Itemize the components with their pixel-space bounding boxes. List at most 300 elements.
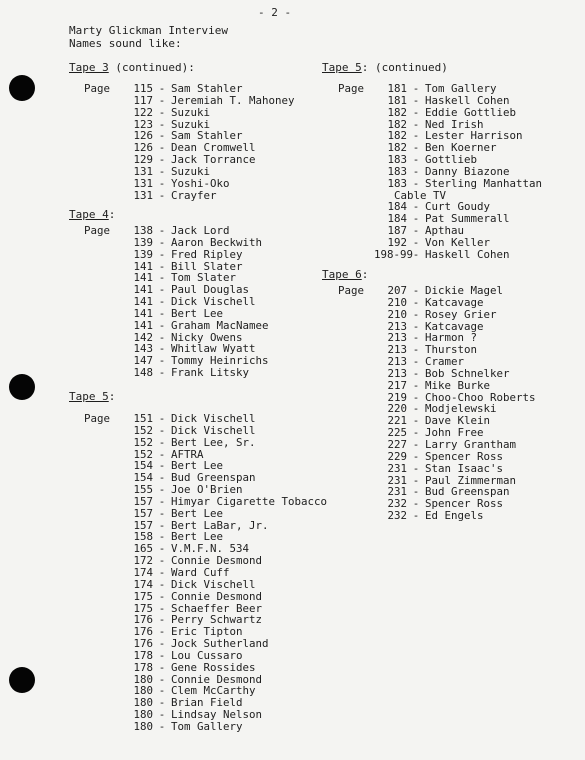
- entry-dash: -: [158, 93, 166, 107]
- entry-name: Whitlaw Wyatt: [171, 342, 256, 356]
- list-item: [84, 662, 327, 674]
- entry-name: Eric Tipton: [171, 625, 243, 639]
- entry-name: Frank Litsky: [171, 366, 250, 380]
- entry-dash: -: [412, 461, 420, 475]
- entry-name: Dave Klein: [425, 414, 491, 428]
- entry-name: Paul Zimmerman: [425, 473, 517, 487]
- entry-page-number: 115: [133, 82, 153, 95]
- list-item: [84, 190, 295, 202]
- entry-dash: -: [158, 719, 166, 733]
- entry-page-number: 158: [133, 530, 153, 544]
- entry-page-label: [338, 475, 374, 487]
- entry-name: Spencer Ross: [425, 449, 504, 463]
- heading-rest: :: [108, 208, 116, 221]
- entry-page-label: [338, 380, 374, 392]
- entry-page-number: 178: [133, 648, 153, 662]
- entry-dash: -: [158, 129, 166, 143]
- entry-dash: -: [412, 153, 420, 167]
- entry-page-number: 178: [133, 660, 153, 674]
- entry-page-number: 210: [387, 307, 407, 321]
- list-item: [338, 95, 542, 107]
- entry-name: Gottlieb: [425, 153, 478, 167]
- entry-page-number: 180: [133, 708, 153, 722]
- entry-page-label: [84, 614, 120, 626]
- entry-name: Jack Lord: [171, 224, 230, 237]
- entry-page-label: [84, 662, 120, 674]
- list-item: [84, 237, 269, 249]
- entry-page-label: [338, 439, 374, 451]
- entry-page-label: [338, 130, 374, 142]
- entry-page-label: [338, 225, 374, 237]
- entry-page-label: [338, 237, 374, 249]
- entry-dash: -: [412, 307, 420, 321]
- entry-name: Perry Schwartz: [171, 613, 263, 627]
- entry-page-number: 131: [133, 188, 153, 202]
- entry-name: Sam Stahler: [171, 129, 243, 143]
- entry-name: Harmon ?: [425, 331, 478, 345]
- entry-page-number: 192: [387, 235, 407, 249]
- entry-dash: -: [412, 485, 420, 499]
- entry-page-number: 231: [387, 473, 407, 487]
- entry-dash: -: [158, 141, 166, 155]
- entry-dash: -: [158, 435, 166, 449]
- entry-name: Joe O'Brien: [171, 483, 243, 497]
- entry-name: Haskell Cohen: [425, 93, 510, 107]
- list-item: [338, 368, 536, 380]
- entry-page-number: 157: [133, 506, 153, 520]
- entry-dash: -: [412, 129, 420, 143]
- list-item: [338, 451, 536, 463]
- entry-page-label: [84, 308, 120, 320]
- entry-page-number: 229: [387, 449, 407, 463]
- entry-page-label: [84, 638, 120, 650]
- list-item: [84, 496, 327, 508]
- entry-name: Dick Vischell: [171, 423, 256, 437]
- entry-name: AFTRA: [171, 447, 204, 461]
- entry-page-number: 117: [133, 93, 153, 107]
- document-subtitle: Names sound like:: [69, 37, 182, 50]
- entry-page-number: 180: [133, 719, 153, 733]
- list-item: [84, 650, 327, 662]
- entry-name: Larry Grantham: [425, 437, 517, 451]
- entry-name: Paul Douglas: [171, 283, 250, 297]
- entry-name: Dean Cromwell: [171, 141, 256, 155]
- entry-page-label: [84, 142, 120, 154]
- list-item: [84, 437, 327, 449]
- heading-tape-label: Tape 3: [69, 61, 109, 74]
- entry-dash: -: [158, 660, 166, 674]
- entry-page-label: [84, 591, 120, 603]
- entry-name: Dick Vischell: [171, 295, 256, 309]
- entry-name: Tom Gallery: [171, 719, 243, 733]
- entry-page-number: 232: [387, 497, 407, 511]
- entry-page-number: 129: [133, 153, 153, 167]
- list-item: [84, 308, 269, 320]
- entry-page-number: 213: [387, 319, 407, 333]
- entry-page-number: 123: [133, 117, 153, 131]
- entry-page-number: 175: [133, 589, 153, 603]
- entry-page-number: 176: [133, 637, 153, 651]
- entry-name-continuation: Cable TV: [394, 188, 447, 202]
- entry-page-number: 152: [133, 435, 153, 449]
- entry-name: Bud Greenspan: [425, 485, 510, 499]
- entry-page-label: [84, 249, 120, 261]
- list-item: [338, 166, 542, 178]
- entry-dash: -: [158, 423, 166, 437]
- entry-dash: -: [158, 530, 166, 544]
- entry-name: Bert Lee: [171, 530, 224, 544]
- entry-dash: -: [158, 306, 166, 320]
- entry-page-number: 176: [133, 625, 153, 639]
- list-item: [338, 249, 542, 261]
- entry-page-number: 139: [133, 235, 153, 249]
- entry-dash: -: [412, 366, 420, 380]
- entry-dash: -: [158, 283, 166, 297]
- entry-name: Spencer Ross: [425, 497, 504, 511]
- entry-name: Pat Summerall: [425, 212, 510, 226]
- list-item: [84, 425, 327, 437]
- entry-dash: -: [412, 473, 420, 487]
- entry-page-number: 220: [387, 402, 407, 416]
- list-item: [338, 463, 536, 475]
- entry-page-label: [84, 697, 120, 709]
- entry-name: Bill Slater: [171, 259, 243, 273]
- entry-dash: -: [158, 235, 166, 249]
- entry-dash: -: [158, 483, 166, 497]
- list-item: [84, 95, 295, 107]
- list-item: [84, 166, 295, 178]
- entry-dash: -: [158, 330, 166, 344]
- entry-dash: -: [412, 82, 420, 95]
- entry-dash: -: [158, 542, 166, 556]
- heading-tape-label: Tape 5: [322, 61, 362, 74]
- entry-dash: -: [412, 235, 420, 249]
- entry-name: Bert Lee, Sr.: [171, 435, 256, 449]
- list-item: [84, 249, 269, 261]
- entry-page-number: 184: [387, 200, 407, 214]
- entry-dash: -: [158, 247, 166, 261]
- entry-page-label: [338, 107, 374, 119]
- entry-page-label: [84, 508, 120, 520]
- entry-dash: -: [158, 105, 166, 119]
- entry-dash: -: [158, 224, 166, 237]
- entry-page-label: [84, 484, 120, 496]
- entry-name: Dickie Magel: [425, 284, 504, 297]
- entry-page-label: [84, 284, 120, 296]
- heading-rest: :: [108, 390, 116, 403]
- entry-name: Tom Gallery: [425, 82, 497, 95]
- entry-page-number: 181: [387, 82, 407, 95]
- entry-page-label: [338, 178, 374, 190]
- entry-dash: -: [412, 355, 420, 369]
- entry-page-number: 143: [133, 342, 153, 356]
- entry-page-label: [84, 154, 120, 166]
- entry-name: Crayfer: [171, 188, 217, 202]
- entry-dash: -: [158, 153, 166, 167]
- name-list-tape4: [84, 225, 269, 379]
- entry-dash: -: [158, 318, 166, 332]
- entry-name: Bert LaBar, Jr.: [171, 518, 269, 532]
- entry-dash: -: [158, 637, 166, 651]
- entry-name: V.M.F.N. 534: [171, 542, 250, 556]
- entry-page-label: [84, 650, 120, 662]
- entry-name: Aaron Beckwith: [171, 235, 263, 249]
- list-item: [338, 107, 542, 119]
- entry-page-label: [84, 107, 120, 119]
- entry-page-number: 213: [387, 331, 407, 345]
- entry-dash: -: [158, 601, 166, 615]
- entry-name: Jack Torrance: [171, 153, 256, 167]
- entry-dash: -: [158, 342, 166, 356]
- entry-dash: -: [158, 354, 166, 368]
- entry-page-number: 198-99: [374, 247, 414, 261]
- entry-page-number: 182: [387, 129, 407, 143]
- entry-dash: -: [412, 141, 420, 155]
- entry-dash: -: [158, 459, 166, 473]
- heading-tape-label: Tape 5: [69, 390, 109, 403]
- entry-name: Katcavage: [425, 319, 484, 333]
- entry-page-number: 180: [133, 684, 153, 698]
- entry-page-label: [338, 498, 374, 510]
- entry-page-number: 175: [133, 601, 153, 615]
- section-heading-tape5: [69, 390, 115, 403]
- entry-page-label: [84, 296, 120, 308]
- name-list-tape3: [84, 83, 295, 201]
- entry-dash: -: [158, 613, 166, 627]
- section-heading-tape5-continued: [322, 61, 448, 74]
- entry-name: Connie Desmond: [171, 554, 263, 568]
- entry-page-label: [84, 674, 120, 686]
- entry-name: Lester Harrison: [425, 129, 523, 143]
- entry-page-label: [84, 130, 120, 142]
- entry-page-label: [84, 261, 120, 273]
- entry-page-label: [84, 603, 120, 615]
- entry-page-label: [84, 272, 120, 284]
- entry-page-label: [84, 543, 120, 555]
- name-list-tape5: [84, 413, 327, 733]
- entry-dash: -: [158, 295, 166, 309]
- entry-page-label: Page: [84, 412, 111, 425]
- entry-page-number: 139: [133, 247, 153, 261]
- entry-page-label: Page: [84, 82, 111, 95]
- entry-page-label: [84, 531, 120, 543]
- punch-hole-top: [9, 75, 35, 101]
- entry-dash: -: [412, 164, 420, 178]
- entry-page-number: 165: [133, 542, 153, 556]
- entry-name: Bert Lee: [171, 506, 224, 520]
- entry-name: Nicky Owens: [171, 330, 243, 344]
- entry-page-number: 141: [133, 318, 153, 332]
- entry-page-label: [338, 154, 374, 166]
- entry-page-number: 184: [387, 212, 407, 226]
- entry-page-number: 154: [133, 471, 153, 485]
- entry-name: Bob Schnelker: [425, 366, 510, 380]
- list-item: [338, 510, 536, 522]
- entry-page-label: [338, 392, 374, 404]
- list-item: [84, 721, 327, 733]
- entry-name: Bert Lee: [171, 306, 224, 320]
- entry-dash: -: [158, 648, 166, 662]
- entry-page-label: [84, 190, 120, 202]
- heading-rest: (continued):: [108, 61, 195, 74]
- entry-dash: -: [412, 176, 420, 190]
- entry-dash: -: [412, 212, 420, 226]
- entry-page-number: 182: [387, 117, 407, 131]
- list-item: [338, 380, 536, 392]
- entry-dash: -: [412, 378, 420, 392]
- entry-name: Katcavage: [425, 295, 484, 309]
- entry-name: Clem McCarthy: [171, 684, 256, 698]
- entry-page-number: 232: [387, 509, 407, 523]
- entry-name: Suzuki: [171, 105, 211, 119]
- entry-name: Lindsay Nelson: [171, 708, 263, 722]
- entry-page-number: 157: [133, 494, 153, 508]
- entry-page-number: 187: [387, 224, 407, 238]
- entry-page-number: 183: [387, 176, 407, 190]
- entry-dash: -: [158, 589, 166, 603]
- entry-name: Sterling Manhattan: [425, 176, 543, 190]
- entry-name: Dick Vischell: [171, 577, 256, 591]
- entry-dash: -: [158, 506, 166, 520]
- entry-page-number: 174: [133, 565, 153, 579]
- entry-name: Brian Field: [171, 696, 243, 710]
- punch-hole-bottom: [9, 667, 35, 693]
- entry-page-number: 181: [387, 93, 407, 107]
- entry-dash: -: [412, 105, 420, 119]
- entry-page-number: 141: [133, 283, 153, 297]
- entry-dash: -: [412, 390, 420, 404]
- entry-page-number: 141: [133, 271, 153, 285]
- entry-dash: -: [412, 117, 420, 131]
- name-list-tape6: [338, 285, 536, 522]
- entry-name: Haskell Cohen: [425, 247, 510, 261]
- entry-page-number: 141: [133, 306, 153, 320]
- entry-name: Gene Rossides: [171, 660, 256, 674]
- entry-page-label: Page: [84, 224, 111, 237]
- entry-name: Ed Engels: [425, 509, 484, 523]
- entry-dash: -: [412, 426, 420, 440]
- entry-page-label: [338, 344, 374, 356]
- entry-dash: -: [158, 164, 166, 178]
- entry-page-number: 131: [133, 164, 153, 178]
- entry-page-label: [338, 486, 374, 498]
- entry-page-number: 225: [387, 426, 407, 440]
- entry-page-label: [338, 451, 374, 463]
- entry-dash: -: [158, 188, 166, 202]
- entry-page-label: [84, 460, 120, 472]
- entry-page-label: [84, 95, 120, 107]
- entry-dash: -: [158, 565, 166, 579]
- entry-name: Suzuki: [171, 164, 211, 178]
- entry-name: Sam Stahler: [171, 82, 243, 95]
- entry-page-number: 126: [133, 141, 153, 155]
- entry-dash: -: [158, 117, 166, 131]
- entry-page-number: 219: [387, 390, 407, 404]
- entry-dash: -: [412, 93, 420, 107]
- entry-name: Graham MacNamee: [171, 318, 269, 332]
- entry-page-label: [84, 449, 120, 461]
- entry-page-number: 126: [133, 129, 153, 143]
- entry-name: Connie Desmond: [171, 672, 263, 686]
- entry-dash: -: [158, 696, 166, 710]
- entry-name: Tom Slater: [171, 271, 237, 285]
- entry-dash: -: [158, 471, 166, 485]
- entry-page-label: [84, 332, 120, 344]
- entry-dash: -: [158, 684, 166, 698]
- entry-page-label: [84, 520, 120, 532]
- list-item: [84, 107, 295, 119]
- entry-name: Cramer: [425, 355, 465, 369]
- section-heading-tape3: [69, 61, 195, 74]
- entry-page-number: 213: [387, 366, 407, 380]
- entry-name: Mike Burke: [425, 378, 491, 392]
- entry-name: Tommy Heinrichs: [171, 354, 269, 368]
- entry-name: Bert Lee: [171, 459, 224, 473]
- entry-page-label: [338, 415, 374, 427]
- entry-page-label: [84, 496, 120, 508]
- entry-page-label: Page: [338, 284, 365, 297]
- entry-page-number: 217: [387, 378, 407, 392]
- entry-page-label: [84, 425, 120, 437]
- entry-name: Eddie Gottlieb: [425, 105, 517, 119]
- entry-page-label: [84, 555, 120, 567]
- list-item: [338, 297, 536, 309]
- entry-page-label: [84, 472, 120, 484]
- entry-name: Connie Desmond: [171, 589, 263, 603]
- entry-name: Himyar Cigarette Tobacco: [171, 494, 328, 508]
- heading-tape-label: Tape 6: [322, 268, 362, 281]
- entry-dash: -: [158, 625, 166, 639]
- entry-page-number: 151: [133, 412, 153, 425]
- list-item: [338, 309, 536, 321]
- entry-page-number: 182: [387, 105, 407, 119]
- entry-page-label: [84, 237, 120, 249]
- entry-page-number: 147: [133, 354, 153, 368]
- entry-page-label: [338, 249, 374, 261]
- list-item: [84, 579, 327, 591]
- entry-page-label: [338, 119, 374, 131]
- entry-page-label: [338, 213, 374, 225]
- entry-name: Fred Ripley: [171, 247, 243, 261]
- entry-name: Lou Cussaro: [171, 648, 243, 662]
- entry-dash: -: [158, 554, 166, 568]
- entry-page-number: 152: [133, 423, 153, 437]
- entry-dash: -: [158, 366, 166, 380]
- list-item: [84, 320, 269, 332]
- entry-page-label: [84, 355, 120, 367]
- entry-dash: -: [158, 518, 166, 532]
- entry-page-number: 157: [133, 518, 153, 532]
- heading-tape-label: Tape 4: [69, 208, 109, 221]
- entry-name: Jock Sutherland: [171, 637, 269, 651]
- entry-page-number: 227: [387, 437, 407, 451]
- entry-page-label: [338, 356, 374, 368]
- list-item: [84, 591, 327, 603]
- list-item: [84, 367, 269, 379]
- entry-dash: -: [412, 509, 420, 523]
- entry-page-number: 180: [133, 696, 153, 710]
- entry-page-label: [338, 510, 374, 522]
- list-item: [84, 508, 327, 520]
- entry-page-number: 142: [133, 330, 153, 344]
- entry-page-number: 141: [133, 295, 153, 309]
- entry-page-label: [84, 343, 120, 355]
- entry-page-number: 138: [133, 224, 153, 237]
- entry-page-number: 176: [133, 613, 153, 627]
- entry-name: Ward Cuff: [171, 565, 230, 579]
- entry-page-number: 231: [387, 461, 407, 475]
- heading-rest: :: [361, 268, 369, 281]
